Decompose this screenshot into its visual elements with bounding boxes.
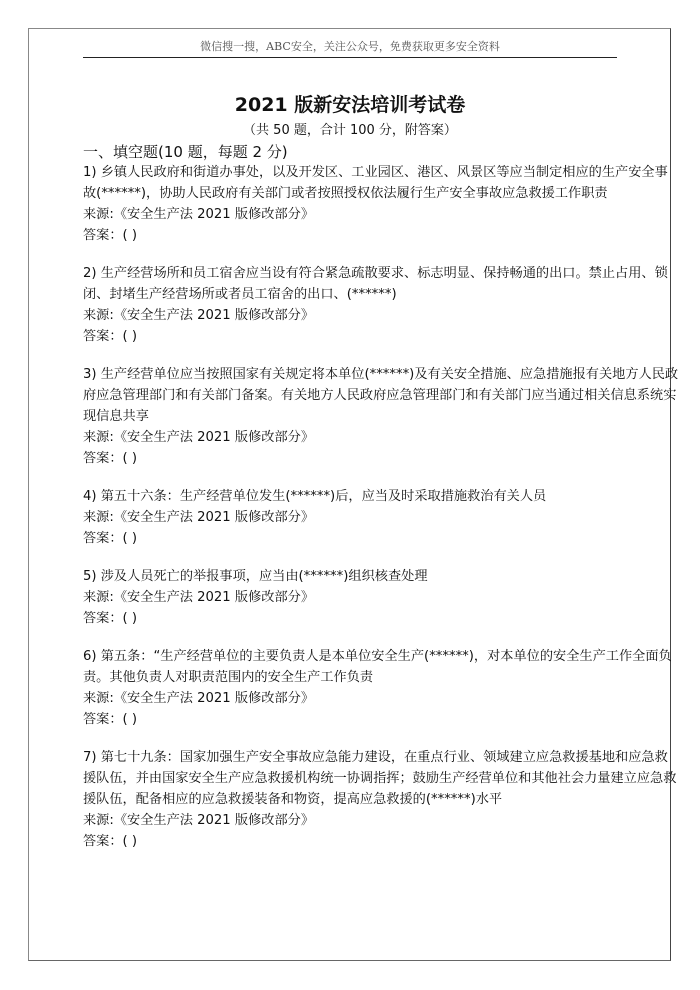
question-item	[83, 364, 679, 469]
answer-blank: 答案：( )	[83, 834, 138, 849]
question-text: 故(******)，协助人民政府有关部门或者按照授权依法履行生产安全事故应急救援工作职责	[83, 186, 608, 201]
answer-blank: 答案：( )	[83, 451, 138, 466]
document-subtitle: （共 50 题，合计 100 分，附答案）	[243, 123, 457, 138]
question-item	[83, 263, 668, 347]
question-text: 现信息共享	[83, 409, 149, 424]
page-header: 微信搜一搜，ABC安全，关注公众号，免费获取更多安全资料	[83, 38, 617, 58]
question-text: 3) 生产经营单位应当按照国家有关规定将本单位(******)及有关安全措施、应急措施报有关地方人民政	[83, 367, 679, 382]
question-text: 1) 乡镇人民政府和街道办事处，以及开发区、工业园区、港区、风景区等应当制定相应的生产安全事	[83, 165, 668, 180]
question-text: 5) 涉及人员死亡的举报事项，应当由(******)组织核查处理	[83, 569, 428, 584]
question-text: 闭、封堵生产经营场所或者员工宿舍的出口、(******)	[83, 287, 397, 302]
question-source: 来源:《安全生产法 2021 版修改部分》	[83, 691, 315, 706]
question-text: 2) 生产经营场所和员工宿舍应当设有符合紧急疏散要求、标志明显、保持畅通的出口。禁止占用、锁	[83, 266, 668, 281]
question-item	[83, 566, 643, 629]
answer-blank: 答案：( )	[83, 329, 138, 344]
question-source: 来源:《安全生产法 2021 版修改部分》	[83, 207, 315, 222]
question-list	[83, 162, 679, 869]
answer-blank: 答案：( )	[83, 531, 138, 546]
answer-blank: 答案：( )	[83, 712, 138, 727]
section-heading: 一、填空题(10 题，每题 2 分)	[83, 143, 288, 161]
question-source: 来源:《安全生产法 2021 版修改部分》	[83, 308, 315, 323]
question-text: 府应急管理部门和有关部门备案。有关地方人民政府应急管理部门和有关部门应当通过相关信息系统实	[83, 388, 677, 403]
question-item	[83, 646, 672, 730]
question-item	[83, 486, 643, 549]
question-source: 来源:《安全生产法 2021 版修改部分》	[83, 510, 315, 525]
question-text: 4) 第五十六条：生产经营单位发生(******)后，应当及时采取措施救治有关人员	[83, 489, 547, 504]
question-source: 来源:《安全生产法 2021 版修改部分》	[83, 813, 315, 828]
document-title: 2021 版新安法培训考试卷	[234, 94, 466, 116]
question-text: 援队伍，配备相应的应急救援装备和物资，提高应急救援的(******)水平	[83, 792, 503, 807]
question-item	[83, 747, 677, 852]
question-source: 来源:《安全生产法 2021 版修改部分》	[83, 430, 315, 445]
question-text: 责。其他负责人对职责范围内的安全生产工作负责	[83, 670, 374, 685]
question-source: 来源:《安全生产法 2021 版修改部分》	[83, 590, 315, 605]
answer-blank: 答案：( )	[83, 228, 138, 243]
question-text: 7) 第七十九条：国家加强生产安全事故应急能力建设，在重点行业、领域建立应急救援基地和应急救	[83, 750, 668, 765]
question-text: 援队伍，并由国家安全生产应急救援机构统一协调指挥；鼓励生产经营单位和其他社会力量建立应急救	[83, 771, 677, 786]
question-text: 6) 第五条：“生产经营单位的主要负责人是本单位安全生产(******)，对本单位的安全生产工作全面负	[83, 649, 672, 664]
question-item	[83, 162, 668, 246]
answer-blank: 答案：( )	[83, 611, 138, 626]
